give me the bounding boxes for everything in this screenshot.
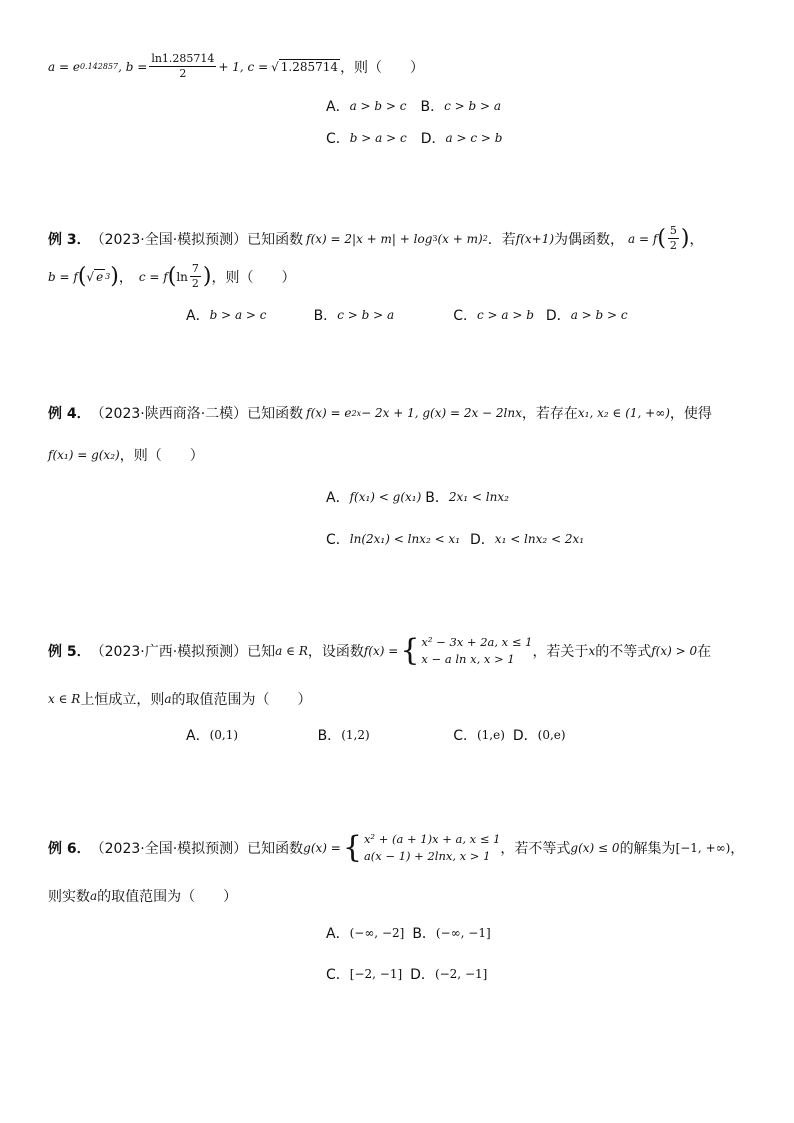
q4-options-row2	[326, 529, 584, 549]
q5-text2: ，设函数	[307, 644, 364, 660]
q5-opt-c-label[interactable]: C．	[453, 728, 477, 744]
q5-ineq: f(x) > 0	[651, 644, 698, 658]
q2-opt-d-label[interactable]: D．	[420, 131, 446, 147]
q5-source: （2023·广西·模拟预测）	[90, 644, 248, 660]
q3-even: f(x+1)	[515, 231, 555, 246]
q6-source: （2023·全国·模拟预测）	[90, 841, 248, 857]
q4-opt-b-label[interactable]: B．	[425, 490, 449, 506]
q2-opt-b-label[interactable]: B．	[420, 99, 445, 115]
q6-set: [−1, +∞)	[675, 841, 731, 855]
q5-line2-text: 上恒成立，则	[80, 692, 165, 708]
q5-cond: a ∈ R	[275, 644, 308, 658]
q3-source: （2023·全国·模拟预测）	[90, 231, 248, 248]
q5-tag: 例 5．	[48, 644, 91, 660]
q4-opt-a-text: f(x₁) < g(x₁)	[349, 490, 422, 504]
q5-opt-a-text: (0,1)	[209, 728, 239, 742]
q4-fx: f(x) = e	[306, 406, 352, 420]
q5-fx: f(x) =	[363, 644, 399, 658]
q5-brace: {	[400, 633, 420, 668]
q3-opt-d-label[interactable]: D．	[545, 308, 571, 324]
q3-fx-base: 3	[432, 234, 438, 243]
q4-tag: 例 4．	[48, 406, 91, 422]
q2-c-rad: 1.285714	[280, 59, 339, 74]
q5-text3: ，若关于	[532, 644, 589, 660]
q6-ineq: g(x) ≤ 0	[570, 841, 620, 855]
q4-opt-b-text: 2x₁ < lnx₂	[448, 490, 509, 504]
q3-text1: 已知函数	[247, 231, 304, 248]
q6-piece1: x² + (a + 1)x + a, x ≤ 1	[363, 832, 501, 846]
q4-fx-tail: − 2x + 1, g(x) = 2x − 2lnx	[361, 406, 522, 420]
q3-a-num: 5	[669, 224, 677, 237]
q5-opt-d-text: (0,e)	[537, 728, 566, 742]
q3-options	[186, 305, 628, 325]
q3-c-den: 2	[191, 277, 199, 290]
q3-b-rad: e	[96, 269, 104, 284]
q2-opt-c-label[interactable]: C．	[326, 131, 350, 147]
q5-opt-d-label[interactable]: D．	[512, 728, 538, 744]
q6-opt-b-text: (−∞, −1]	[435, 926, 491, 940]
q6-stem-line2	[48, 886, 237, 906]
q4-tail: ，则（ ）	[119, 448, 204, 464]
q4-eq: f(x₁) = g(x₂)	[48, 448, 120, 462]
q6-options-row1	[326, 923, 491, 943]
q3-stem-line2: b = f ( √ e 3 ) ， c = f ( ln $\frac{7}{2}$ ) ，则（ ）	[48, 262, 296, 290]
q6-line2-text: 则实数	[48, 889, 90, 905]
q6-options-row2	[326, 964, 487, 984]
q5-opt-a-label[interactable]: A．	[186, 728, 210, 744]
q6-opt-a-text: (−∞, −2]	[349, 926, 405, 940]
q2-b-post: + 1, c =	[218, 59, 269, 74]
q6-opt-c-text: [−2, −1]	[349, 967, 403, 981]
q5-text4: 的不等式	[595, 644, 652, 660]
q4-text1: 已知函数	[247, 406, 304, 422]
q4-text2: ，若存在	[521, 406, 578, 422]
q2-opt-a-label[interactable]: A．	[326, 99, 350, 115]
q2-b-den: 2	[179, 67, 187, 80]
q4-text3: ，使得	[669, 406, 712, 422]
q3-tail: ，则（ ）	[211, 269, 296, 286]
q6-line2-tail: 的取值范围为（ ）	[97, 889, 238, 905]
q2-opt-b-text: c > b > a	[444, 99, 502, 113]
q4-fx-exp: 2x	[351, 408, 362, 418]
q4-options-row1	[326, 487, 509, 507]
q6-opt-a-label[interactable]: A．	[326, 926, 350, 942]
q2-a-exp: 0.142857	[79, 62, 119, 71]
q6-piece2: a(x − 1) + 2lnx, x > 1	[363, 849, 491, 863]
q4-opt-c-text: ln(2x₁) < lnx₂ < x₁	[349, 532, 461, 546]
q4-opt-a-label[interactable]: A．	[326, 490, 350, 506]
q3-fx: f(x) = 2|x + m| + log	[306, 231, 433, 246]
q3-b-exp: 3	[105, 272, 111, 281]
q2-options-row2	[326, 128, 502, 148]
q3-text3: 为偶函数，	[554, 231, 625, 248]
q3-c-num: 7	[191, 262, 199, 275]
q2-options-row1	[326, 96, 501, 116]
q2-b-pre: , b =	[118, 59, 148, 74]
q3-c-def: c = f	[138, 269, 168, 284]
q5-line2-cond: x ∈ R	[48, 692, 81, 706]
q3-opt-d-text: a > b > c	[570, 308, 628, 322]
q3-a-den: 2	[669, 239, 677, 252]
q5-opt-b-label[interactable]: B．	[317, 728, 342, 744]
q6-brace: {	[342, 830, 362, 865]
q3-c-frac	[190, 262, 201, 291]
q6-line2-var: a	[90, 889, 98, 903]
q5-opt-c-text: (1,e)	[476, 728, 505, 742]
q3-text2: ．若	[487, 231, 516, 248]
q5-line2-var: a	[164, 692, 172, 706]
q2-opt-a-text: a > b > c	[349, 99, 407, 113]
q3-opt-c-label[interactable]: C．	[453, 308, 477, 324]
q6-opt-c-label[interactable]: C．	[326, 967, 350, 983]
q3-opt-b-text: c > b > a	[337, 308, 395, 322]
q3-fx-exp: 2	[482, 234, 488, 243]
q6-opt-d-text: (−2, −1]	[434, 967, 488, 981]
q6-opt-d-label[interactable]: D．	[410, 967, 435, 983]
q4-stem-line1	[48, 403, 712, 423]
q3-opt-b-label[interactable]: B．	[313, 308, 338, 324]
q5-piece1: x² − 3x + 2a, x ≤ 1	[421, 635, 533, 649]
q6-text1: 已知函数	[247, 841, 304, 857]
q5-stem-line2	[48, 689, 311, 709]
q6-pieces	[364, 831, 500, 865]
q4-opt-d-label[interactable]: D．	[470, 532, 495, 548]
q6-opt-b-label[interactable]: B．	[412, 926, 436, 942]
q2-stem	[48, 52, 424, 81]
q6-text4: ，	[730, 841, 745, 857]
q6-gx: g(x) =	[303, 841, 341, 855]
q2-c-sqrt: √ 1.285714	[271, 59, 339, 74]
q4-opt-c-label[interactable]: C．	[326, 532, 350, 548]
q4-opt-d-text: x₁ < lnx₂ < 2x₁	[494, 532, 585, 546]
q4-cond: x₁, x₂ ∈ (1, +∞)	[577, 406, 670, 420]
q5-stem-line1	[48, 634, 711, 668]
q4-stem-line2	[48, 445, 204, 465]
q3-b-def: b = f	[48, 269, 78, 284]
q3-tag: 例 3．	[48, 231, 91, 248]
q6-stem-line1	[48, 831, 744, 865]
q5-opt-b-text: (1,2)	[341, 728, 370, 742]
q3-fx-tail: (x + m)	[437, 231, 483, 246]
q2-a-def: a = e	[48, 59, 80, 74]
q3-opt-a-text: b > a > c	[209, 308, 267, 322]
q2-b-num: ln1.285714	[151, 52, 215, 65]
q5-text1: 已知	[247, 644, 276, 660]
q3-a-frac	[668, 224, 679, 253]
q2-b-frac	[149, 52, 216, 81]
q5-options	[186, 725, 566, 745]
q6-text2: ，若不等式	[500, 841, 571, 857]
q2-tail: ，则（ ）	[340, 59, 425, 76]
q5-pieces	[421, 634, 532, 668]
q3-a-def: a = f	[628, 231, 658, 246]
q4-source: （2023·陕西商洛·二模）	[90, 406, 248, 422]
q6-tag: 例 6．	[48, 841, 91, 857]
q5-piece2: x − a ln x, x > 1	[421, 652, 515, 666]
q3-opt-a-label[interactable]: A．	[186, 308, 210, 324]
q3-opt-c-text: c > a > b	[476, 308, 534, 322]
q3-c-ln: ln	[176, 269, 188, 284]
q5-line2-tail: 的取值范围为（ ）	[171, 692, 312, 708]
q5-var: x	[588, 644, 596, 658]
q6-text3: 的解集为	[619, 841, 676, 857]
q2-opt-c-text: b > a > c	[349, 131, 407, 145]
q5-text5: 在	[697, 644, 712, 660]
q3-stem-line1: 例 3． （2023·全国·模拟预测） 已知函数 f(x) = 2|x + m| + log 3 (x + m) 2 ．若 f(x+1) 为偶函数， a = f ( $\frac{5}{2}$ ) ，	[48, 224, 704, 252]
q2-opt-d-text: a > c > b	[445, 131, 503, 145]
